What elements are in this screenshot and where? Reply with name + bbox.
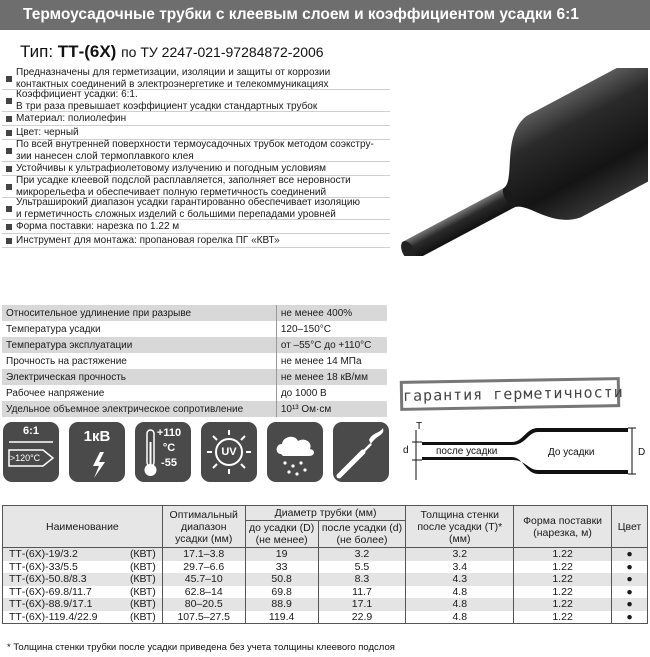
property-row bbox=[2, 353, 387, 369]
cell-before: 119.4 bbox=[245, 611, 318, 624]
gas-torch-icon bbox=[333, 422, 389, 482]
property-value: не менее 18 кВ/мм bbox=[276, 369, 387, 385]
bullet-square-icon bbox=[6, 184, 12, 190]
table-row bbox=[3, 611, 648, 624]
cell-wall: 4.3 bbox=[406, 573, 514, 586]
feature-item bbox=[2, 140, 390, 162]
feature-icons bbox=[3, 422, 393, 484]
feature-item bbox=[2, 234, 390, 248]
cell-supply: 1.22 bbox=[514, 573, 612, 586]
cell-after: 22.9 bbox=[318, 611, 406, 624]
cell-before: 88.9 bbox=[245, 598, 318, 611]
property-name: Прочность на растяжение bbox=[6, 355, 127, 367]
col-diameter: Диаметр трубки (мм) bbox=[245, 506, 406, 521]
product-brand: (КВТ) bbox=[129, 610, 156, 623]
table-row bbox=[3, 561, 648, 574]
property-name: Удельное объемное электрическое сопротивление bbox=[2, 401, 276, 417]
type-code: ТТ-(6Х) bbox=[57, 42, 117, 61]
cell-before: 33 bbox=[245, 561, 318, 574]
product-name: ТТ-(6Х)-119.4/22.9 bbox=[9, 610, 98, 623]
feature-item bbox=[2, 176, 390, 198]
label-d: d bbox=[403, 445, 409, 456]
bullet-square-icon bbox=[6, 130, 12, 136]
shrink-ratio-icon bbox=[3, 422, 59, 482]
feature-text: Инструмент для монтажа: пропановая горелка ПГ «КВТ» bbox=[16, 234, 280, 246]
type-line bbox=[20, 42, 324, 62]
feature-list bbox=[2, 68, 390, 248]
property-row bbox=[2, 369, 387, 385]
cell-supply: 1.22 bbox=[514, 586, 612, 599]
col-after: после усадки (d) (не более) bbox=[318, 521, 406, 548]
table-row bbox=[3, 573, 648, 586]
property-row bbox=[2, 385, 387, 401]
product-name: ТТ-(6Х)-69.8/11.7 bbox=[9, 585, 92, 598]
cell-name bbox=[3, 548, 163, 561]
property-name: Электрическая прочность bbox=[2, 369, 276, 385]
cell-range: 29.7–6.6 bbox=[162, 561, 245, 574]
cell-wall: 4.8 bbox=[406, 598, 514, 611]
shrink-temp-label: >120°C bbox=[9, 453, 41, 463]
property-row bbox=[2, 401, 387, 417]
product-name: ТТ-(6Х)-50.8/8.3 bbox=[9, 573, 87, 585]
table-row bbox=[3, 598, 648, 611]
bullet-square-icon bbox=[6, 206, 12, 212]
feature-text: Коэффициент усадки: 6:1. bbox=[16, 88, 138, 100]
cell-color: ● bbox=[611, 573, 647, 586]
ratio-label: 6:1 bbox=[23, 425, 39, 437]
properties-table bbox=[2, 305, 387, 417]
product-name: ТТ-(6Х)-88.9/17.1 bbox=[9, 598, 93, 610]
type-tu: по ТУ 2247-021-97284872-2006 bbox=[121, 44, 324, 60]
feature-text: микрорельефа и обеспечивает полную герметичность соединений bbox=[16, 186, 327, 198]
product-brand: (КВТ) bbox=[129, 585, 156, 598]
cell-color: ● bbox=[611, 611, 647, 624]
feature-text: Устойчивы к ультрафиолетовому излучению и погодным условиям bbox=[16, 162, 326, 174]
feature-text: Материал: полиолефин bbox=[16, 112, 127, 124]
cell-range: 62.8–14 bbox=[162, 586, 245, 599]
uv-sun-icon bbox=[201, 422, 257, 482]
product-brand: (КВТ) bbox=[129, 573, 156, 585]
cell-before: 69.8 bbox=[245, 586, 318, 599]
cell-color: ● bbox=[611, 548, 647, 561]
feature-item bbox=[2, 198, 390, 220]
cell-after: 17.1 bbox=[318, 598, 406, 611]
col-color: Цвет bbox=[611, 506, 647, 548]
label-T: T bbox=[416, 421, 423, 432]
feature-item bbox=[2, 112, 390, 126]
feature-item bbox=[2, 68, 390, 90]
col-before: до усадки (D) (не менее) bbox=[245, 521, 318, 548]
product-brand: (КВТ) bbox=[129, 598, 156, 610]
cell-range: 80–20.5 bbox=[162, 598, 245, 611]
col-range: Оптимальный диапазон усадки (мм) bbox=[162, 506, 245, 548]
page-title: Термоусадочные трубки с клеевым слоем и коэффициентом усадки 6:1 bbox=[0, 0, 650, 30]
voltage-label: 1кВ bbox=[83, 428, 111, 445]
cell-after: 8.3 bbox=[318, 573, 406, 586]
col-wall: Толщина стенки после усадки (T)* (мм) bbox=[406, 506, 514, 548]
feature-text: Предназначены для герметизации, изоляции и защиты от коррозии bbox=[16, 66, 331, 78]
feature-text: Ультраширокий диапазон усадки гарантированно обеспечивает изоляцию bbox=[16, 196, 360, 208]
label-after: после усадки bbox=[436, 446, 498, 457]
cell-range: 17.1–3.8 bbox=[162, 548, 245, 561]
cell-after: 3.2 bbox=[318, 548, 406, 561]
cell-after: 5.5 bbox=[318, 561, 406, 574]
cell-supply: 1.22 bbox=[514, 598, 612, 611]
cell-wall: 3.4 bbox=[406, 561, 514, 574]
cell-wall: 3.2 bbox=[406, 548, 514, 561]
voltage-icon bbox=[69, 422, 125, 482]
property-row bbox=[2, 321, 387, 337]
property-value: не менее 14 МПа bbox=[276, 353, 387, 369]
property-row bbox=[2, 337, 387, 353]
feature-text: зии нанесен слой термоплавкого клея bbox=[16, 150, 194, 162]
feature-item bbox=[2, 90, 390, 112]
temperature-icon bbox=[135, 422, 191, 482]
cell-after: 11.7 bbox=[318, 586, 406, 599]
cell-name bbox=[3, 561, 163, 574]
feature-text: Цвет: черный bbox=[16, 126, 79, 138]
cell-name bbox=[3, 586, 163, 599]
cell-supply: 1.22 bbox=[514, 548, 612, 561]
property-name: Температура эксплуатации bbox=[2, 337, 276, 353]
stamp-guarantee: гарантия герметичности bbox=[400, 377, 620, 411]
cell-name bbox=[3, 598, 163, 611]
cell-wall: 4.8 bbox=[406, 611, 514, 624]
cell-before: 50.8 bbox=[245, 573, 318, 586]
col-name: Наименование bbox=[3, 506, 163, 548]
property-value: не менее 400% bbox=[276, 305, 387, 321]
cell-color: ● bbox=[611, 598, 647, 611]
bullet-square-icon bbox=[6, 76, 12, 82]
cell-color: ● bbox=[611, 561, 647, 574]
bullet-square-icon bbox=[6, 116, 12, 122]
product-brand: (КВТ) bbox=[129, 548, 156, 560]
temp-low-label: -55 bbox=[161, 457, 177, 469]
product-brand: (КВТ) bbox=[129, 560, 156, 573]
temp-high-label: +110 bbox=[156, 427, 182, 439]
col-supply: Форма поставки (нарезка, м) bbox=[514, 506, 612, 548]
property-name: Относительное удлинение при разрыве bbox=[2, 305, 276, 321]
feature-text: контактных соединений в электроэнергетике и телекоммуникациях bbox=[16, 78, 329, 90]
product-photo bbox=[398, 68, 648, 256]
bullet-square-icon bbox=[6, 148, 12, 154]
shrink-diagram bbox=[398, 420, 650, 490]
bullet-square-icon bbox=[6, 224, 12, 230]
footnote: * Толщина стенки трубки после усадки приведена без учета толщины клеевого подслоя bbox=[7, 642, 395, 653]
cell-wall: 4.8 bbox=[406, 586, 514, 599]
bullet-square-icon bbox=[6, 238, 12, 244]
weather-cloud-icon bbox=[267, 422, 323, 482]
property-value: 120–150°С bbox=[276, 321, 387, 337]
product-name: ТТ-(6Х)-33/5.5 bbox=[9, 560, 78, 573]
cell-color: ● bbox=[611, 586, 647, 599]
label-before: До усадки bbox=[548, 447, 595, 458]
feature-text: и герметичность сложных изделий с большими перепадами уровней bbox=[16, 208, 336, 220]
uv-label: UV bbox=[221, 446, 237, 458]
temp-unit-label: °С bbox=[162, 442, 176, 454]
bullet-square-icon bbox=[6, 98, 12, 104]
property-value: от –55°С до +110°С bbox=[276, 337, 387, 353]
specs-table bbox=[2, 505, 648, 624]
property-name: Температура усадки bbox=[6, 323, 101, 335]
table-row bbox=[3, 586, 648, 599]
property-value: 10¹³ Ом·см bbox=[276, 401, 387, 417]
cell-supply: 1.22 bbox=[514, 561, 612, 574]
cell-supply: 1.22 bbox=[514, 611, 612, 624]
property-name: Рабочее напряжение bbox=[6, 387, 105, 399]
feature-text: Форма поставки: нарезка по 1.22 м bbox=[16, 220, 180, 232]
cell-name bbox=[3, 611, 163, 624]
cell-name bbox=[3, 573, 163, 586]
property-row bbox=[2, 305, 387, 321]
label-D: D bbox=[638, 447, 646, 458]
feature-text: В три раза превышает коэффициент усадки стандартных трубок bbox=[16, 100, 318, 112]
product-name: ТТ-(6Х)-19/3.2 bbox=[9, 548, 78, 560]
cell-before: 19 bbox=[245, 548, 318, 561]
feature-item bbox=[2, 220, 390, 234]
bullet-square-icon bbox=[6, 166, 12, 172]
cell-range: 45.7–10 bbox=[162, 573, 245, 586]
cell-range: 107.5–27.5 bbox=[162, 611, 245, 624]
feature-text: По всей внутренней поверхности термоусадочных трубок методом соэкстру- bbox=[16, 138, 374, 150]
table-row bbox=[3, 548, 648, 561]
type-label: Тип: bbox=[20, 42, 54, 61]
feature-text: При усадке клеевой подслой расплавляется, заполняет все неровности bbox=[16, 174, 351, 186]
property-value: до 1000 В bbox=[276, 385, 387, 401]
